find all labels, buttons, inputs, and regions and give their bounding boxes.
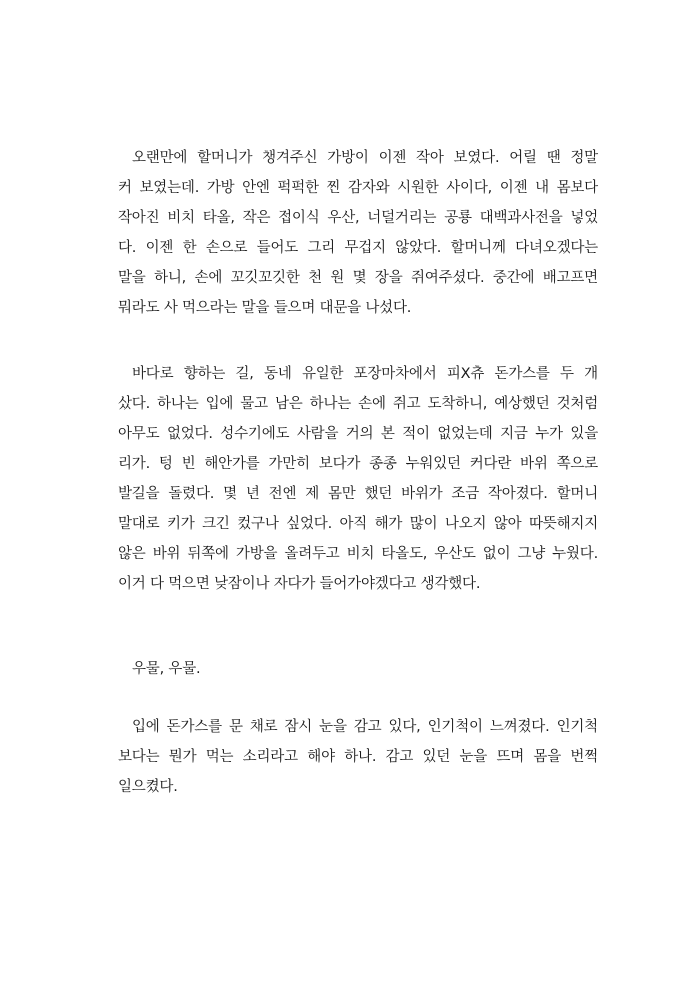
text-line: 다. 이젠 한 손으로 들어도 그리 무겁지 않았다. 할머니께 다녀오겠다는	[118, 240, 598, 256]
text-line: 아무도 없었다. 성수기에도 사람을 거의 본 적이 없었는데 지금 누가 있을	[118, 426, 598, 442]
text-line: 작아진 비치 타올, 작은 접이식 우산, 너덜거리는 공룡 대백과사전을 넣었	[118, 210, 598, 226]
text-line: 않은 바위 뒤쪽에 가방을 올려두고 비치 타올도, 우산도 없이 그냥 누웠다.	[118, 546, 598, 562]
paragraph	[118, 654, 598, 684]
text-line: 발길을 돌렸다. 몇 년 전엔 제 몸만 했던 바위가 조금 작아졌다. 할머니	[118, 486, 598, 502]
text-line: 바다로 향하는 길, 동네 유일한 포장마차에서 피X츄 돈가스를 두 개	[132, 366, 598, 382]
text-line: 뭐라도 사 먹으라는 말을 들으며 대문을 나섰다.	[118, 300, 412, 316]
text-line: 샀다. 하나는 입에 물고 남은 하나는 손에 쥐고 도착하니, 예상했던 것처럼	[118, 396, 598, 412]
text-line: 오랜만에 할머니가 챙겨주신 가방이 이젠 작아 보였다. 어릴 땐 정말	[132, 150, 598, 166]
text-line: 보다는 뭔가 먹는 소리라고 해야 하나. 감고 있던 눈을 뜨며 몸을 번쩍	[118, 749, 598, 765]
text-line: 리가. 텅 빈 해안가를 가만히 보다가 종종 누워있던 커다란 바위 쪽으로	[118, 456, 598, 472]
text-line: 우물, 우물.	[132, 661, 201, 677]
text-line: 커 보였는데. 가방 안엔 퍽퍽한 찐 감자와 시원한 사이다, 이젠 내 몸보다	[118, 180, 598, 196]
text-line: 입에 돈가스를 문 채로 잠시 눈을 감고 있다, 인기척이 느껴졌다. 인기척	[132, 719, 598, 735]
paragraph	[118, 712, 598, 802]
text-line: 말대로 키가 크긴 컸구나 싶었다. 아직 해가 많이 나오지 않아 따뜻해지지	[118, 516, 598, 532]
paragraph	[118, 143, 598, 323]
text-line: 말을 하니, 손에 꼬깃꼬깃한 천 원 몇 장을 쥐여주셨다. 중간에 배고프면	[118, 270, 598, 286]
paragraph	[118, 359, 598, 599]
text-line: 일으켰다.	[118, 779, 178, 795]
text-line: 이거 다 먹으면 낮잠이나 자다가 들어가야겠다고 생각했다.	[118, 576, 481, 592]
